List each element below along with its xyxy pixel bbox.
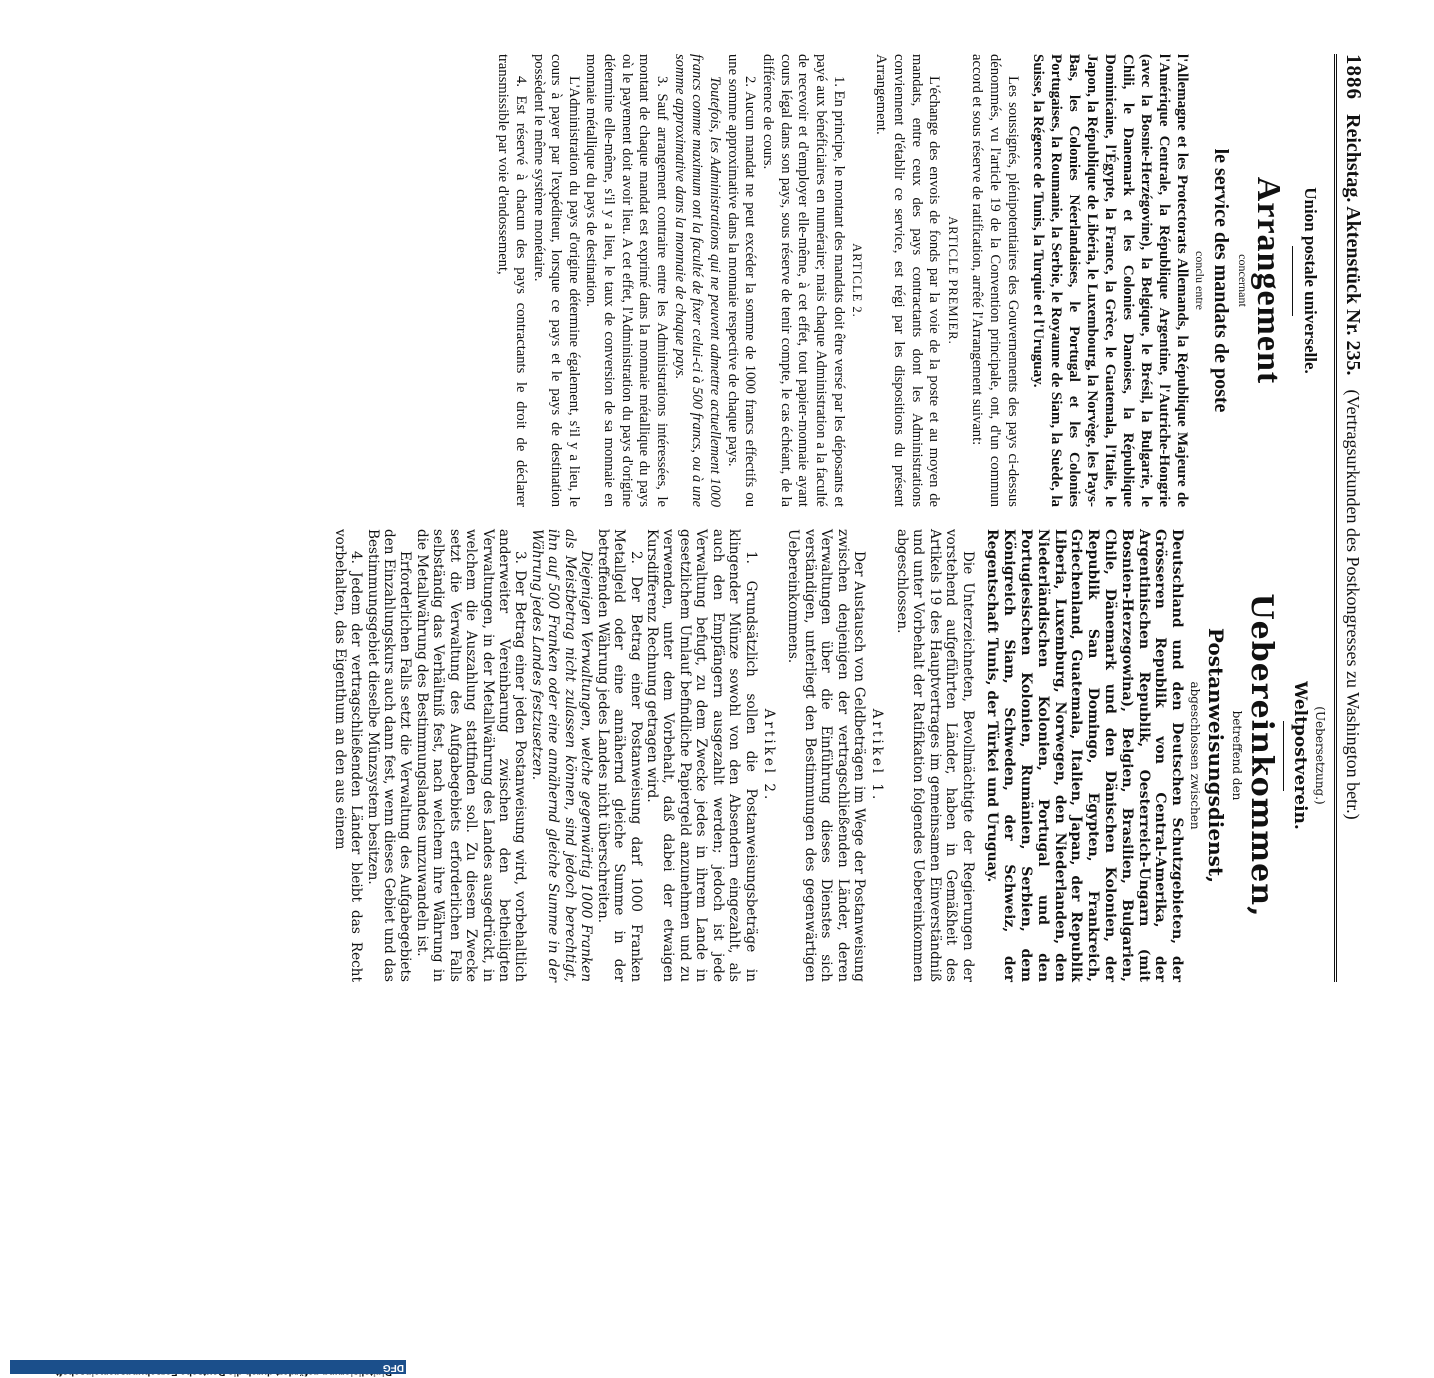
french-concernant: concernant xyxy=(1235,254,1250,307)
divider xyxy=(1292,246,1293,316)
german-article1-heading: Artikel 1. xyxy=(869,708,886,803)
running-head xyxy=(1334,54,1366,982)
french-article2-heading: ARTICLE 2. xyxy=(849,243,864,318)
french-article1-heading: ARTICLE PREMIER. xyxy=(945,216,960,345)
german-article2-heading: Artikel 2. xyxy=(760,708,777,803)
french-parties: l'Allemagne et les Protectorats Allemands, la République Majeure de l'Amérique Centrale, la République Argentine, l'Autriche-Hongrie (avec la Bosnie-Herzégovine), la Belgique, le Brésil, la Bulgarie, le Chili, le Danemark et les Colonies Danoises, la République Dominicaine, l'Égypte, la France, la Grèce, le Guatemala, l'Italie, le Japon, la République de Libéria, le Luxembourg, la Norvège, les Pays-Bas, les Colonies Néerlandaises, le Portugal et les Colonies Portugaises, la Roumanie, la Serbie, le Royaume de Siam, la Suède, la Suisse, la Régence de Tunis, la Turquie et l'Uruguay. xyxy=(1029,54,1190,507)
german-abgeschlossen: abgeschlossen zwischen xyxy=(1187,681,1202,830)
french-conclu: conclu entre xyxy=(1193,251,1208,310)
german-subject: Postanweisungsdienst, xyxy=(1203,627,1228,884)
french-article2-para2: 2. Aucun mandat ne peut excéder la somme de 1000 francs effectifs ou une somme approximative dans la monnaie respective de chaque pays. xyxy=(724,54,759,507)
french-title: Arrangement xyxy=(1250,176,1288,385)
german-parties: Deutschland und den Deutschen Schutzgebieten, der Grösseren Republik von Central-Amerika, der Argentinischen Republik, Oesterreich-Ungarn (mit Bosnien-Herzegowina), Belgien, Brasilien, Bulgarien, Chile, Dänemark und den Dänischen Kolonien, der Republik San Domingo, Egypten, Frankreich, Griechenland, Guatemala, Italien, Japan, der Republik Liberia, Luxemburg, Norwegen, den Niederlanden, den Niederländischen Kolonien, Portugal und den Portugiesischen Kolonien, Rumänien, Serbien, dem Königreich Siam, Schweden, der Schweiz, der Regentschaft Tunis, der Türkei und Uruguay. xyxy=(984,529,1186,982)
french-article2-para3: 3. Sauf arrangement contraire entre les Administrations intéressées, le montant de chaque mandat est exprimé dans la monnaie métallique du pays où le payement doit avoir lieu. A cet effet, l'Administration du pays d'origine détermine elle-même, s'il y a lieu, le taux de conversion de sa monnaie en monnaie métallique du pays de destination. xyxy=(583,54,671,507)
german-column xyxy=(331,529,1328,982)
german-article2-para1: 1. Grundsätzlich sollen die Postanweisungsbeträge in klingender Münze sowohl von den Absendern eingezahlt, als auch den Empfängern ausgezahlt werden; jedoch ist jede Verwaltung befugt, zu dem Zwecke jedes in ihrem Lande in gesetzlichem Umlauf befindliche Papiergeld anzunehmen und zu verwenden, unter dem Vorbehalt, daß dabei der etwaigen Kursdifferenz Rechnung getragen wird. xyxy=(643,529,759,982)
german-article2-para3b: Erforderlichen Falls setzt die Verwaltung des Aufgabegebiets den Einzahlungskurs auch dann fest, wenn dieses Gebiet und das Bestimmungsgebiet dieselbe Münzsystem besitzen. xyxy=(364,529,414,982)
french-article2-para4: 4. Est réservé à chacun des pays contractants le droit de déclarer transmissible par voie d'endossement, xyxy=(495,54,529,507)
german-article1-text: Der Austausch von Geldbeträgen im Wege der Postanweisung zwischen denjenigen der vertragschließenden Länder, deren Verwaltungen über die Einführung dieses Dienstes sich verständigen, unterliegt den Bestimmungen des gegenwärtigen Uebereinkommens. xyxy=(785,529,868,982)
french-column xyxy=(331,54,1328,507)
dfg-logo: DFG xyxy=(10,1360,406,1374)
french-article2-para3b: L'Administration du pays d'origine détermine également, s'il y a lieu, le cours à payer par l'expéditeur, lorsque ce pays et le pays de destination possèdent le même système monétaire. xyxy=(530,54,582,507)
german-intro: Die Unterzeichneten, Bevollmächtigte der Regierungen der vorstehend aufgeführten Länder, haben in Gemäßheit des Artikels 19 des Hauptvertrages im gemeinsamen Einverständniß und unter Vorbehalt der Ratifikation folgendes Uebereinkommen abgeschlossen. xyxy=(893,529,976,982)
digitization-credit xyxy=(0,986,404,1378)
french-intro: Les soussignés, plénipotentiaires des Gouvernements des pays ci-dessus dénommés, vu l'article 19 de la Convention principale, ont, d'un commun accord et sous réserve de ratification, arrêté l'Arrangement suivant: xyxy=(969,54,1021,507)
running-title: Reichstag. Aktenstück Nr. 235. xyxy=(1342,114,1364,376)
german-article2-para3: 3. Der Betrag einer jeden Postanweisung wird, vorbehaltlich anderweiter Vereinbarung zwischen den betheiligten Verwaltungen, in der Metallwährung des Landes ausgedrückt, in welchem die Auszahlung stattfinden soll. Zu diesem Zwecke setzt die Verwaltung des Aufgabegebiets erforderlichen Falls selbständig das Verhältniß fest, nach welchem ihre Währung in die Metallwährung des Bestimmungslandes umzuwandeln ist. xyxy=(413,529,529,982)
divider xyxy=(1283,721,1284,791)
german-article2-para2b: Diejenigen Verwaltungen, welche gegenwärtig 1000 Franken als Meistbetrag nicht zulassen können, sind jedoch berechtigt, ihn auf 500 Franken oder eine annähernd gleiche Summe in der Währung jedes Landes festzusetzen. xyxy=(528,529,595,982)
page-number: 1886 xyxy=(1342,54,1366,100)
french-subject: le service des mandats de poste xyxy=(1210,148,1233,413)
german-betreffend: betreffend den xyxy=(1230,710,1245,801)
german-translation-note: (Uebersetzung.) xyxy=(1313,706,1327,805)
french-article2-para2b: Toutefois, les Administrations qui ne peuvent admettre actuellement 1000 francs comme maximum ont la faculté de fixer celui-ci à 500 francs, ou à une somme approximative dans la monnaie de chaque pays. xyxy=(671,54,724,507)
german-article2-para4: 4. Jedem der vertragschließenden Länder bleibt das Recht vorbehalten, das Eigenthum an den aus einem xyxy=(331,529,365,982)
german-title: Uebereinkommen, xyxy=(1243,593,1279,918)
running-subtitle: (Vertragsurkunden des Postkongresses zu Washington betr.) xyxy=(1343,389,1363,820)
german-union-heading: Weltpostverein. xyxy=(1290,681,1311,830)
french-article1-text: L'échange des envois de fonds par la voie de la poste et au moyen de mandats, entre ceux des pays contractants dont les Administrations conviennent d'établir ce service, est régi par les dispositions du présent Arrangement. xyxy=(873,54,943,507)
french-article2-para1: 1. En principe, le montant des mandats doit être versé par les déposants et payé aux bénéficiaires en numéraire; mais chaque Administration a la faculté de recevoir et d'employer elle-même, à cet effet, tout papier-monnaie ayant cours légal dans son pays, sous réserve de tenir compte, le cas échéant, de la différence de cours. xyxy=(760,54,847,507)
german-article2-para2: 2. Der Betrag einer Postanweisung darf 1000 Franken Metallgeld oder eine annähernd gleiche Summe in der betreffenden Währung jedes Landes nicht überschreiten. xyxy=(594,529,644,982)
two-column-body xyxy=(331,54,1328,982)
french-union-heading: Union postale universelle. xyxy=(1301,187,1320,374)
